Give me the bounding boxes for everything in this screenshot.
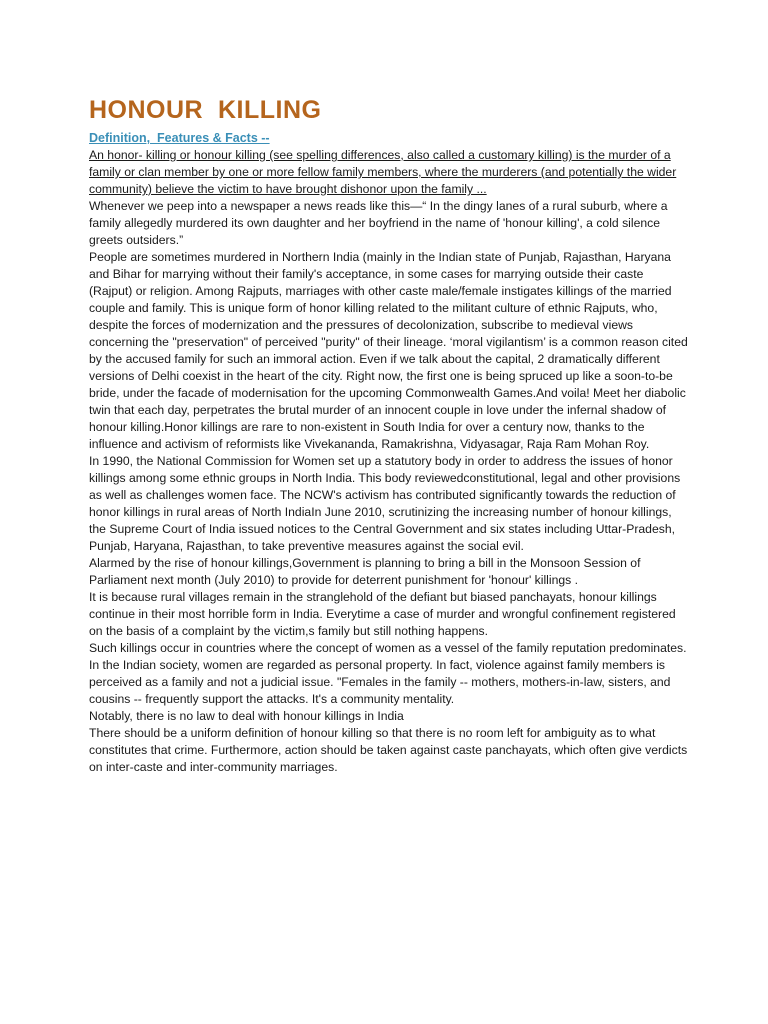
document-body	[89, 147, 689, 776]
document-page	[89, 95, 689, 776]
body-paragraph: Whenever we peep into a newspaper a news reads like this—“ In the dingy lanes of a rural suburb, where a family allegedly murdered its own daughter and her boyfriend in the name of 'honour killing', a cold silence greets outsiders.”	[89, 199, 668, 247]
document-title: HONOUR KILLING	[89, 96, 322, 124]
definition-paragraph: An honor- killing or honour killing (see spelling differences, also called a customary killing) is the murder of a family or clan member by one or more fellow family members, where the murderers (and potentially the wider community) believe the victim to have brought dishonor upon the family ...	[89, 148, 677, 196]
body-paragraph: People are sometimes murdered in Northern India (mainly in the Indian state of Punjab, Rajasthan, Haryana and Bihar for marrying without their family's acceptance, in some cases for marrying outside their caste (Rajput) or religion. Among Rajputs, marriages with other caste male/female instigates killings of the married couple and family. This is unique form of honor killing related to the militant culture of ethnic Rajputs, who, despite the forces of modernization and the pressures of decolonization, subscribe to medieval views concerning the "preservation" of perceived "purity" of their lineage. ‘moral vigilantism’ is a common reason cited by the accused family for such an immoral action. Even if we talk about the capital, 2 dramatically different versions of Delhi coexist in the heart of the city. Right now, the first one is being spruced up like a soon-to-be bride, under the facade of modernisation for the upcoming Commonwealth Games.And voila! Meet her diabolic twin that each day, perpetrates the brutal murder of an innocent couple in love under the infernal shadow of honour killing.Honor killings are rare to non-existent in South India for over a century now, thanks to the influence and activism of reformists like Vivekananda, Ramakrishna, Vidyasagar, Raja Ram Mohan Roy.	[89, 250, 688, 451]
document-subtitle-link[interactable]: Definition, Features & Facts --	[89, 131, 270, 145]
body-paragraph: Alarmed by the rise of honour killings,Government is planning to bring a bill in the Monsoon Session of Parliament next month (July 2010) to provide for deterrent punishment for 'honour' killings .	[89, 556, 641, 587]
body-paragraph: In 1990, the National Commission for Women set up a statutory body in order to address the issues of honor killings among some ethnic groups in North India. This body reviewedconstitutional, legal and other provisions as well as challenges women face. The NCW's activism has contributed significantly towards the reduction of honor killings in rural areas of North IndiaIn June 2010, scrutinizing the increasing number of honour killings, the Supreme Court of India issued notices to the Central Government and six states including Uttar-Pradesh, Punjab, Haryana, Rajasthan, to take preventive measures against the social evil.	[89, 454, 681, 553]
body-paragraph: Such killings occur in countries where the concept of women as a vessel of the family reputation predominates.	[89, 641, 687, 655]
body-paragraph: Notably, there is no law to deal with honour killings in India	[89, 709, 404, 723]
body-paragraph: It is because rural villages remain in the stranglehold of the defiant but biased panchayats, honour killings continue in their most horrible form in India. Everytime a case of murder and wrongful confinement registered on the basis of a complaint by the victim,s family but still nothing happens.	[89, 590, 676, 638]
body-paragraph: There should be a uniform definition of honour killing so that there is no room left for ambiguity as to what constitutes that crime. Furthermore, action should be taken against caste panchayats, which often give verdicts on inter-caste and inter-community marriages.	[89, 726, 688, 774]
body-paragraph: In the Indian society, women are regarded as personal property. In fact, violence against family members is perceived as a family and not a judicial issue. "Females in the family -- mothers, mothers-in-law, sisters, and cousins -- frequently support the attacks. It's a community mentality.	[89, 658, 671, 706]
